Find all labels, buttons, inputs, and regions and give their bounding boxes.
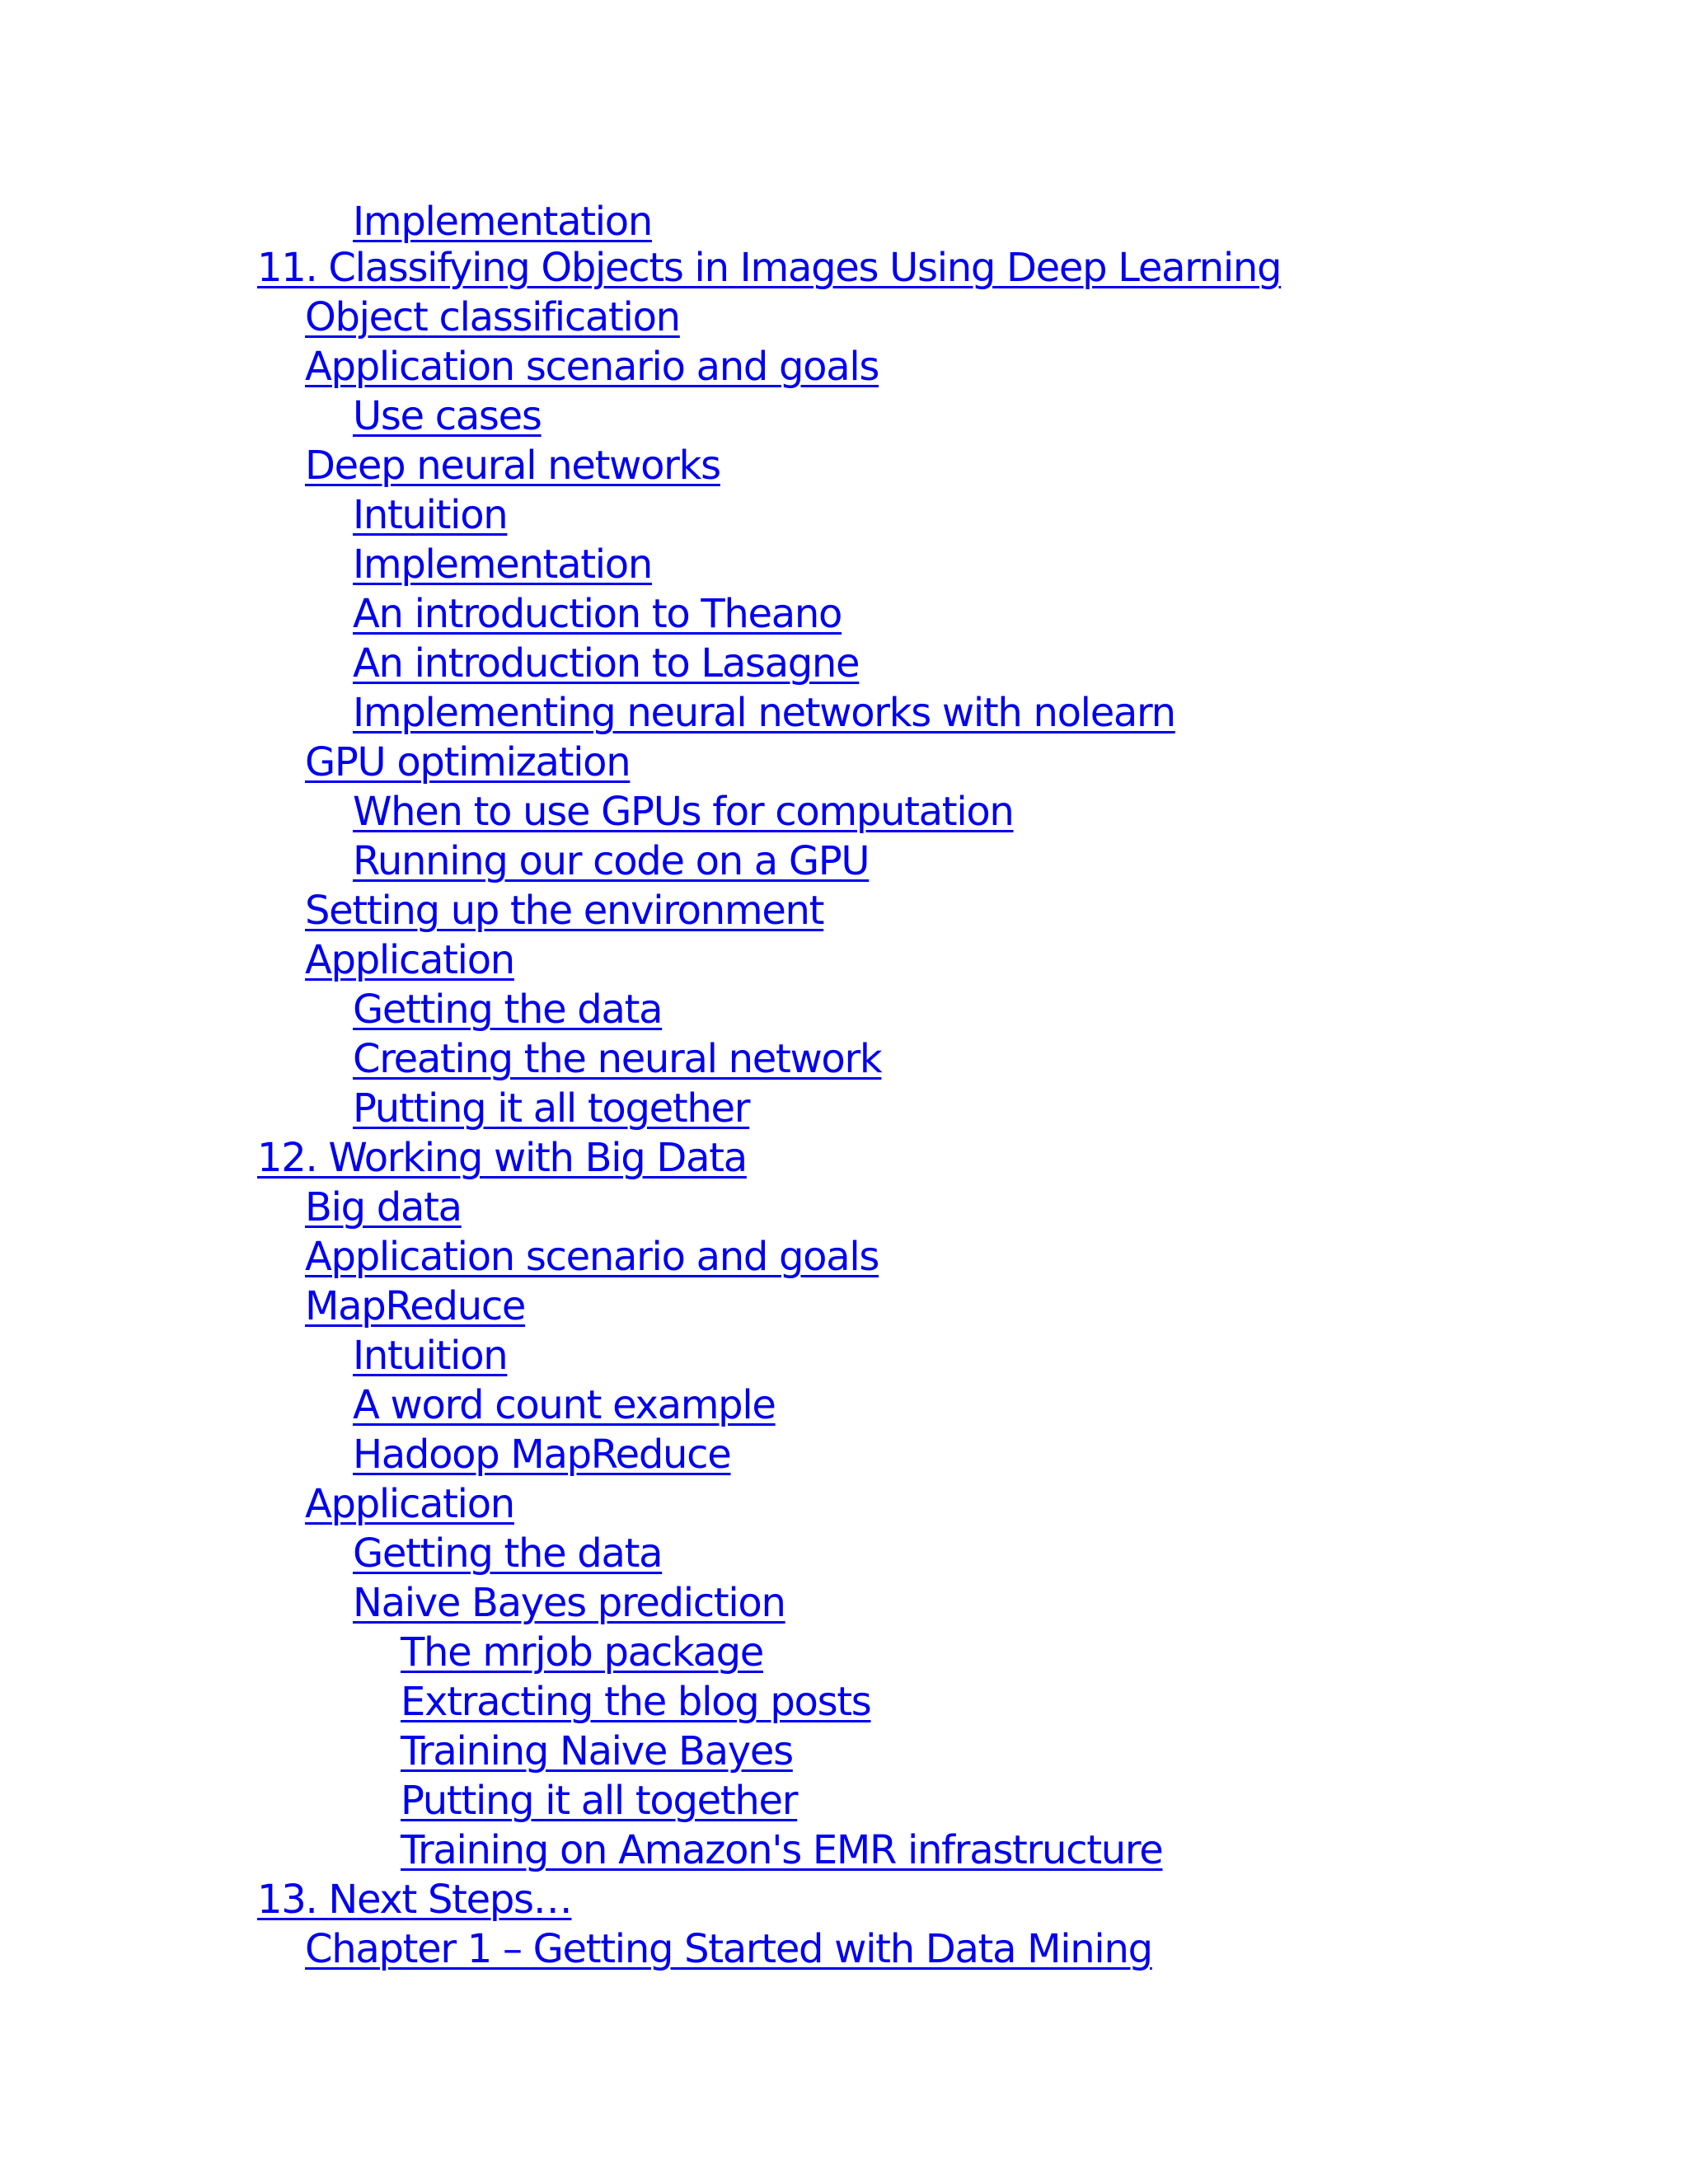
toc-entry xyxy=(0,787,1688,837)
toc-link[interactable]: Application xyxy=(305,937,514,983)
toc-entry xyxy=(0,1825,1688,1875)
toc-link[interactable]: Training Naive Bayes xyxy=(401,1728,793,1774)
toc-link[interactable]: Setting up the environment xyxy=(305,888,824,934)
table-of-contents xyxy=(0,200,1688,1974)
toc-entry xyxy=(0,1479,1688,1529)
toc-link[interactable]: Intuition xyxy=(353,1333,508,1379)
toc-entry xyxy=(0,1282,1688,1331)
toc-entry xyxy=(0,1133,1688,1183)
toc-link[interactable]: Running our code on a GPU xyxy=(353,838,870,884)
toc-link[interactable]: Chapter 1 – Getting Started with Data Mining xyxy=(305,1926,1152,1972)
toc-entry xyxy=(0,1430,1688,1479)
toc-link[interactable]: Getting the data xyxy=(353,987,663,1033)
toc-entry xyxy=(0,293,1688,342)
toc-entry xyxy=(0,1529,1688,1578)
toc-entry xyxy=(0,837,1688,886)
toc-entry xyxy=(0,1380,1688,1430)
toc-entry xyxy=(0,1776,1688,1825)
toc-entry xyxy=(0,935,1688,985)
toc-link[interactable]: 11. Classifying Objects in Images Using Deep Learning xyxy=(257,245,1282,291)
toc-entry xyxy=(0,540,1688,589)
toc-link[interactable]: 13. Next Steps… xyxy=(257,1877,572,1923)
toc-link[interactable]: 12. Working with Big Data xyxy=(257,1135,747,1181)
toc-link[interactable]: Implementation xyxy=(353,541,652,588)
toc-entry xyxy=(0,1875,1688,1924)
toc-link[interactable]: The mrjob package xyxy=(401,1629,763,1675)
toc-entry xyxy=(0,688,1688,738)
toc-entry xyxy=(0,738,1688,787)
toc-entry xyxy=(0,342,1688,391)
toc-link[interactable]: When to use GPUs for computation xyxy=(353,789,1014,835)
toc-entry xyxy=(0,1628,1688,1677)
toc-entry xyxy=(0,639,1688,688)
toc-link[interactable]: Application scenario and goals xyxy=(305,1234,879,1280)
toc-link[interactable]: Application xyxy=(305,1481,514,1527)
toc-entry xyxy=(0,1677,1688,1727)
toc-link[interactable]: GPU optimization xyxy=(305,739,631,785)
toc-entry xyxy=(0,589,1688,639)
toc-entry xyxy=(0,1924,1688,1974)
toc-entry xyxy=(0,1183,1688,1232)
toc-link[interactable]: Intuition xyxy=(353,492,508,538)
toc-link[interactable]: An introduction to Theano xyxy=(353,591,842,637)
toc-entry xyxy=(0,985,1688,1034)
toc-link[interactable]: Big data xyxy=(305,1184,462,1230)
toc-link[interactable]: An introduction to Lasagne xyxy=(353,640,860,687)
toc-entry xyxy=(0,200,1688,243)
toc-link[interactable]: Naive Bayes prediction xyxy=(353,1580,785,1626)
toc-entry xyxy=(0,1331,1688,1380)
toc-entry xyxy=(0,886,1688,935)
toc-entry xyxy=(0,1727,1688,1776)
toc-link[interactable]: Putting it all together xyxy=(401,1778,798,1824)
toc-link[interactable]: Training on Amazon's EMR infrastructure xyxy=(401,1827,1163,1873)
toc-link[interactable]: Deep neural networks xyxy=(305,443,720,489)
toc-link[interactable]: A word count example xyxy=(353,1382,776,1428)
toc-link[interactable]: Putting it all together xyxy=(353,1085,750,1132)
toc-link[interactable]: Creating the neural network xyxy=(353,1036,882,1082)
toc-entry xyxy=(0,1232,1688,1282)
toc-entry xyxy=(0,1084,1688,1133)
toc-link[interactable]: Hadoop MapReduce xyxy=(353,1432,731,1478)
toc-link[interactable]: Implementation xyxy=(353,199,652,245)
toc-link[interactable]: Object classification xyxy=(305,294,680,340)
toc-link[interactable]: Extracting the blog posts xyxy=(401,1679,871,1725)
toc-entry xyxy=(0,391,1688,441)
toc-entry xyxy=(0,243,1688,293)
toc-entry xyxy=(0,441,1688,490)
toc-entry xyxy=(0,1034,1688,1084)
toc-link[interactable]: Getting the data xyxy=(353,1530,663,1577)
toc-link[interactable]: Application scenario and goals xyxy=(305,344,879,390)
toc-entry xyxy=(0,490,1688,540)
toc-link[interactable]: MapReduce xyxy=(305,1283,526,1329)
toc-link[interactable]: Use cases xyxy=(353,393,542,439)
toc-link[interactable]: Implementing neural networks with nolearn xyxy=(353,690,1175,736)
toc-entry xyxy=(0,1578,1688,1628)
